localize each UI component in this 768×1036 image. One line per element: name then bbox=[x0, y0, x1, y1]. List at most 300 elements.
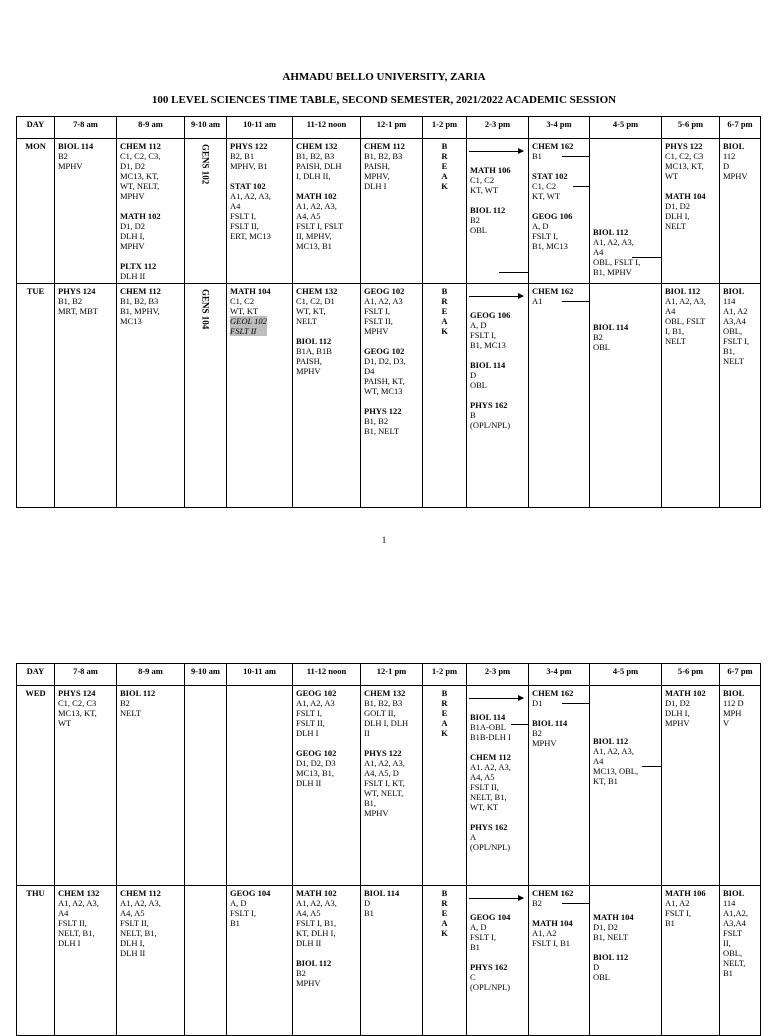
slot-10-11 bbox=[227, 284, 293, 508]
course-detail: B1, B2, B3 bbox=[296, 151, 335, 161]
course-detail: FSLT I, bbox=[230, 211, 256, 221]
course-detail: B2 bbox=[532, 898, 542, 908]
course-detail: B1, B2, B3 bbox=[120, 296, 159, 306]
col-header: 6-7 pm bbox=[720, 664, 761, 686]
course-detail: FSLT II, bbox=[230, 221, 259, 231]
course-block bbox=[230, 141, 289, 171]
course-detail: MPHV bbox=[364, 808, 389, 818]
course-block bbox=[665, 141, 716, 181]
cell-content bbox=[593, 688, 658, 786]
course-detail: GOLT II, bbox=[364, 708, 396, 718]
course-block bbox=[120, 261, 181, 281]
slot-4-5 bbox=[590, 284, 662, 508]
cell-content bbox=[120, 286, 181, 326]
cell-content bbox=[470, 141, 525, 235]
arrow-icon bbox=[499, 272, 529, 273]
course-block bbox=[532, 718, 586, 748]
cell-content bbox=[364, 286, 419, 436]
course-detail: A3,A4 bbox=[723, 918, 746, 928]
cell-content bbox=[296, 141, 357, 251]
course-block bbox=[470, 400, 525, 430]
course-code: BIOL 112 bbox=[296, 958, 332, 968]
course-detail: NELT bbox=[665, 336, 686, 346]
course-detail: WT, KT bbox=[470, 802, 499, 812]
course-code: GEOG 102 bbox=[296, 748, 337, 758]
course-detail: FSLT I, B1, bbox=[296, 918, 337, 928]
course-code: MATH 104 bbox=[665, 191, 706, 201]
course-block bbox=[665, 688, 716, 728]
break-letter: K bbox=[441, 728, 448, 738]
course-block bbox=[470, 962, 525, 992]
slot-6-7 bbox=[720, 686, 761, 886]
course-code: BIOL bbox=[723, 888, 745, 898]
course-detail: MPHV bbox=[723, 171, 748, 181]
course-block bbox=[296, 141, 357, 181]
slot-6-7 bbox=[720, 284, 761, 508]
course-detail: II, MPHV, bbox=[296, 231, 332, 241]
course-detail: DLH I bbox=[58, 938, 81, 948]
cell-content bbox=[296, 888, 357, 988]
break-letter: E bbox=[441, 161, 448, 171]
course-detail: B1, NELT bbox=[364, 426, 400, 436]
col-header: 11-12 noon bbox=[293, 117, 361, 139]
course-block bbox=[296, 958, 357, 988]
course-detail: WT bbox=[665, 171, 679, 181]
col-header: DAY bbox=[17, 664, 55, 686]
break-letter: A bbox=[441, 718, 448, 728]
course-code: BIOL 114 bbox=[364, 888, 400, 898]
course-block bbox=[532, 141, 586, 161]
course-detail: WT, KT bbox=[230, 306, 259, 316]
course-code: PLTX 112 bbox=[120, 261, 157, 271]
course-detail: FSLT I, bbox=[723, 336, 749, 346]
course-detail: A, D bbox=[230, 898, 247, 908]
break-letter: R bbox=[441, 898, 448, 908]
course-detail: A1 bbox=[532, 296, 543, 306]
course-detail: MC13, B1 bbox=[296, 241, 332, 251]
course-code: CHEM 132 bbox=[296, 141, 338, 151]
course-detail: FSLT I, B1 bbox=[532, 938, 571, 948]
course-block bbox=[120, 286, 181, 326]
course-code: GEOG 102 bbox=[364, 286, 405, 296]
course-detail: DLH I, DLH bbox=[364, 718, 409, 728]
course-detail: A4 bbox=[665, 306, 676, 316]
course-block bbox=[532, 888, 586, 908]
arrow-icon bbox=[642, 766, 662, 767]
break-letter: E bbox=[441, 306, 448, 316]
col-header: 7-8 am bbox=[55, 117, 117, 139]
col-header: 11-12 noon bbox=[293, 664, 361, 686]
course-detail: A1,A2, bbox=[723, 908, 749, 918]
course-detail: FSLT I, KT, bbox=[364, 778, 405, 788]
break-column bbox=[423, 139, 467, 284]
cell-content bbox=[120, 141, 181, 281]
course-detail: OBL bbox=[470, 225, 487, 235]
slot-8-9 bbox=[117, 886, 185, 1036]
course-detail: B2 bbox=[296, 968, 306, 978]
course-detail: KT, B1 bbox=[593, 776, 618, 786]
course-code: CHEM 112 bbox=[120, 888, 161, 898]
course-detail: C1, C2 bbox=[230, 296, 255, 306]
arrow-icon bbox=[632, 257, 662, 258]
course-detail: A4, A5 bbox=[120, 908, 145, 918]
course-detail: C1, C2, C3, bbox=[120, 151, 161, 161]
course-detail: B1, B2, B3 bbox=[364, 698, 403, 708]
slot-4-5 bbox=[590, 139, 662, 284]
course-detail: DLH I bbox=[364, 181, 387, 191]
col-header: 6-7 pm bbox=[720, 117, 761, 139]
course-block bbox=[723, 141, 757, 181]
course-detail: A1. A2, A3, bbox=[470, 762, 511, 772]
slot-5-6 bbox=[662, 139, 720, 284]
course-detail: D1, D2 bbox=[593, 922, 619, 932]
course-detail: D bbox=[723, 161, 730, 171]
course-detail: DLH II bbox=[296, 778, 322, 788]
course-detail: A1, A2, A3, bbox=[230, 191, 271, 201]
break-letter: K bbox=[441, 181, 448, 191]
course-detail: 112 D bbox=[723, 698, 744, 708]
course-detail: MPHV, B1 bbox=[230, 161, 268, 171]
course-block bbox=[470, 165, 525, 195]
course-block bbox=[532, 688, 586, 708]
course-detail: OBL bbox=[470, 380, 487, 390]
break-letter: R bbox=[441, 151, 448, 161]
course-block bbox=[593, 736, 658, 786]
course-detail: D bbox=[364, 898, 371, 908]
course-block bbox=[120, 211, 181, 251]
cell-content bbox=[665, 286, 716, 346]
course-detail: DLH II bbox=[120, 948, 146, 958]
course-block bbox=[364, 141, 419, 191]
cell-content bbox=[230, 286, 289, 316]
course-detail: A1, A2, A3, bbox=[593, 237, 634, 247]
course-detail: MPHV bbox=[665, 718, 690, 728]
slot-10-11 bbox=[227, 686, 293, 886]
day-label: THU bbox=[17, 886, 55, 1036]
col-header: 4-5 pm bbox=[590, 664, 662, 686]
slot-12-1 bbox=[361, 139, 423, 284]
col-header: DAY bbox=[17, 117, 55, 139]
course-block bbox=[120, 141, 181, 201]
slot-7-8 bbox=[55, 886, 117, 1036]
course-block bbox=[470, 822, 525, 852]
course-detail: C1, C2 bbox=[470, 175, 495, 185]
course-block bbox=[364, 688, 419, 738]
break-column bbox=[423, 284, 467, 508]
col-header: 7-8 am bbox=[55, 664, 117, 686]
course-detail: DLH I, bbox=[665, 708, 690, 718]
slot-10-11 bbox=[227, 139, 293, 284]
cell-content bbox=[723, 286, 757, 366]
course-detail: OBL bbox=[593, 342, 610, 352]
course-detail: FSLT I, bbox=[470, 330, 496, 340]
cell-content bbox=[470, 888, 525, 992]
course-detail: FSLT II, bbox=[470, 782, 499, 792]
course-block bbox=[120, 688, 181, 718]
course-detail: DLH I bbox=[296, 728, 319, 738]
cell-content bbox=[665, 888, 716, 928]
course-detail: A1, A2, A3, bbox=[593, 746, 634, 756]
break-letter: R bbox=[441, 698, 448, 708]
slot-3-4 bbox=[529, 139, 590, 284]
slot-4-5 bbox=[590, 686, 662, 886]
cell-content bbox=[364, 888, 419, 918]
cell-content bbox=[58, 286, 113, 316]
course-detail: A4 bbox=[593, 756, 604, 766]
course-code: PHYS 162 bbox=[470, 962, 508, 972]
course-code: STAT 102 bbox=[230, 181, 266, 191]
course-code: BIOL 114 bbox=[58, 141, 94, 151]
break-column bbox=[423, 686, 467, 886]
course-detail: NELT bbox=[723, 356, 744, 366]
course-code: CHEM 162 bbox=[532, 888, 574, 898]
slot-9-10 bbox=[185, 139, 227, 284]
course-detail: D1, D2, D3 bbox=[296, 758, 336, 768]
slot-9-10 bbox=[185, 886, 227, 1036]
course-block bbox=[470, 360, 525, 390]
course-code: MATH 104 bbox=[532, 918, 573, 928]
slot-5-6 bbox=[662, 686, 720, 886]
course-detail: A1, A2, A3, bbox=[296, 898, 337, 908]
course-detail: B1A-OBL bbox=[470, 722, 506, 732]
course-detail: MC13, KT, bbox=[58, 708, 97, 718]
cell-content bbox=[532, 141, 586, 251]
course-block bbox=[532, 286, 586, 306]
course-detail: C1, C2, D1 bbox=[296, 296, 335, 306]
arrow-icon bbox=[562, 703, 590, 704]
course-detail: FSLT II, bbox=[58, 918, 87, 928]
break-letter: B bbox=[441, 888, 448, 898]
course-code: GEOL 102 bbox=[230, 316, 267, 326]
course-block bbox=[665, 888, 716, 928]
course-detail: MC13, B1, bbox=[296, 768, 335, 778]
cell-content bbox=[532, 888, 586, 948]
course-detail: MC13, KT, bbox=[665, 161, 704, 171]
slot-6-7 bbox=[720, 139, 761, 284]
course-code: PHYS 162 bbox=[470, 400, 508, 410]
cell-content bbox=[58, 688, 113, 728]
course-detail: FSLT I, bbox=[665, 908, 691, 918]
course-detail: WT, MC13 bbox=[364, 386, 403, 396]
course-detail: A4 bbox=[230, 201, 241, 211]
course-detail: MPHV bbox=[58, 161, 83, 171]
course-detail: C bbox=[470, 972, 476, 982]
course-detail: B2 bbox=[593, 332, 603, 342]
slot-3-4 bbox=[529, 686, 590, 886]
slot-11-12 bbox=[293, 139, 361, 284]
course-detail: FSLT I, bbox=[230, 908, 256, 918]
cell-content bbox=[470, 286, 525, 430]
course-detail: A, D bbox=[470, 922, 487, 932]
course-code: MATH 102 bbox=[120, 211, 161, 221]
course-detail: D4 bbox=[364, 366, 375, 376]
course-detail: NELT, bbox=[723, 958, 746, 968]
course-block bbox=[296, 688, 357, 738]
course-detail: B1 bbox=[723, 968, 733, 978]
slot-2-3 bbox=[467, 139, 529, 284]
course-block bbox=[364, 748, 419, 818]
day-label: WED bbox=[17, 686, 55, 886]
course-detail: II bbox=[364, 728, 370, 738]
cell-content bbox=[470, 688, 525, 852]
course-code: BIOL 112 bbox=[665, 286, 701, 296]
course-detail: (OPL/NPL) bbox=[470, 842, 511, 852]
course-detail: A, D bbox=[470, 320, 487, 330]
slot-8-9 bbox=[117, 686, 185, 886]
arrow-icon bbox=[469, 151, 523, 152]
course-detail: D1 bbox=[532, 698, 543, 708]
course-detail: PAISH, bbox=[364, 161, 390, 171]
course-block bbox=[58, 286, 113, 316]
course-detail: KT, WT bbox=[470, 185, 499, 195]
course-block bbox=[723, 688, 757, 728]
course-detail: PAISH, DLH bbox=[296, 161, 342, 171]
course-block bbox=[296, 748, 357, 788]
course-detail: MC13, KT, bbox=[120, 171, 159, 181]
slot-5-6 bbox=[662, 886, 720, 1036]
cell-content bbox=[230, 888, 289, 928]
course-detail: DLH II bbox=[120, 271, 146, 281]
course-detail: MPHV bbox=[120, 191, 145, 201]
arrow-icon bbox=[562, 301, 590, 302]
course-detail: C1, C2, C3 bbox=[665, 151, 704, 161]
break-letter: B bbox=[441, 688, 448, 698]
day-label: MON bbox=[17, 139, 55, 284]
break-letter: K bbox=[441, 326, 448, 336]
course-code: BIOL 112 bbox=[470, 205, 506, 215]
course-detail: A4, A5, D bbox=[364, 768, 399, 778]
slot-2-3 bbox=[467, 686, 529, 886]
col-header: 1-2 pm bbox=[423, 117, 467, 139]
course-code: PHYS 124 bbox=[58, 286, 96, 296]
course-detail: MPHV, bbox=[364, 171, 390, 181]
course-detail: FSLT I, bbox=[532, 231, 558, 241]
break-letter: R bbox=[441, 296, 448, 306]
slot-5-6 bbox=[662, 284, 720, 508]
course-detail: MPH bbox=[723, 708, 742, 718]
course-code: BIOL 112 bbox=[593, 736, 629, 746]
col-header: 2-3 pm bbox=[467, 117, 529, 139]
course-code: MATH 102 bbox=[665, 688, 706, 698]
course-code: PHYS 122 bbox=[364, 406, 402, 416]
break-letter: B bbox=[441, 286, 448, 296]
arrow-icon bbox=[469, 296, 523, 297]
slot-9-10 bbox=[185, 686, 227, 886]
course-block bbox=[120, 888, 181, 958]
cell-content bbox=[723, 688, 757, 728]
course-detail: NELT, B1, bbox=[120, 928, 157, 938]
course-detail: DLH I, bbox=[120, 231, 145, 241]
slot-2-3 bbox=[467, 886, 529, 1036]
gens-vertical-label: GENS 102 bbox=[200, 144, 211, 185]
course-code: BIOL bbox=[723, 286, 745, 296]
course-detail: A4, A5 bbox=[296, 211, 321, 221]
col-header: 10-11 am bbox=[227, 117, 293, 139]
course-code: PHYS 122 bbox=[665, 141, 703, 151]
arrow-icon bbox=[511, 724, 529, 725]
course-detail: A1, A2 bbox=[665, 898, 690, 908]
course-detail: NELT bbox=[120, 708, 141, 718]
slot-11-12 bbox=[293, 886, 361, 1036]
course-block bbox=[296, 336, 357, 376]
timetable-page-1 bbox=[16, 116, 761, 508]
slot-12-1 bbox=[361, 284, 423, 508]
course-block bbox=[593, 322, 658, 352]
course-detail: B1, MC13 bbox=[470, 340, 506, 350]
course-detail: NELT bbox=[296, 316, 317, 326]
course-block bbox=[532, 918, 586, 948]
arrow-icon bbox=[573, 186, 590, 187]
course-block bbox=[58, 141, 113, 171]
course-code: CHEM 112 bbox=[470, 752, 511, 762]
course-detail: A, D bbox=[532, 221, 549, 231]
slot-12-1 bbox=[361, 686, 423, 886]
course-detail: NELT, B1, bbox=[58, 928, 95, 938]
course-detail: DLH I, bbox=[665, 211, 690, 221]
university-title: AHMADU BELLO UNIVERSITY, ZARIA bbox=[282, 71, 486, 83]
break-column bbox=[423, 886, 467, 1036]
course-detail: A1, A2, A3, bbox=[665, 296, 706, 306]
slot-8-9 bbox=[117, 139, 185, 284]
course-block bbox=[593, 912, 658, 942]
course-detail: D1, D2 bbox=[120, 161, 146, 171]
slot-2-3 bbox=[467, 284, 529, 508]
cell-content bbox=[532, 688, 586, 748]
course-detail: MPHV bbox=[296, 366, 321, 376]
course-block bbox=[364, 346, 419, 396]
timetable-subtitle: 100 LEVEL SCIENCES TIME TABLE, SECOND SEMESTER, 2021/2022 ACADEMIC SESSION bbox=[151, 94, 617, 106]
course-code: PHYS 124 bbox=[58, 688, 96, 698]
course-code: MATH 106 bbox=[470, 165, 511, 175]
cell-content bbox=[296, 286, 357, 376]
col-header: 8-9 am bbox=[117, 117, 185, 139]
course-code: MATH 106 bbox=[665, 888, 706, 898]
course-detail: D1, D2 bbox=[120, 221, 146, 231]
course-code: BIOL 112 bbox=[120, 688, 156, 698]
course-detail: D1, D2, D3, bbox=[364, 356, 406, 366]
course-block bbox=[364, 406, 419, 436]
course-block bbox=[364, 888, 419, 918]
course-detail: DLH I, bbox=[120, 938, 145, 948]
course-detail: A3,A4 bbox=[723, 316, 746, 326]
course-detail: OBL, bbox=[723, 326, 743, 336]
course-detail: FSLT I, bbox=[470, 932, 496, 942]
course-detail: A1, A2, A3 bbox=[364, 296, 403, 306]
cell-content bbox=[120, 888, 181, 958]
course-code: GEOG 106 bbox=[532, 211, 573, 221]
course-code: CHEM 132 bbox=[296, 286, 338, 296]
gens-vertical-label: GENS 104 bbox=[200, 289, 211, 330]
course-detail: B1, MPHV, bbox=[120, 306, 160, 316]
course-detail: (OPL/NPL) bbox=[470, 982, 511, 992]
cell-content bbox=[665, 688, 716, 728]
course-detail: MRT, MBT bbox=[58, 306, 98, 316]
course-code: BIOL 112 bbox=[296, 336, 332, 346]
col-header: 12-1 pm bbox=[361, 117, 423, 139]
course-code: CHEM 132 bbox=[364, 688, 406, 698]
cell-content bbox=[723, 141, 757, 181]
course-code: GEOG 104 bbox=[470, 912, 511, 922]
col-header: 2-3 pm bbox=[467, 664, 529, 686]
course-code: BIOL 112 bbox=[593, 227, 629, 237]
course-code: BIOL bbox=[723, 688, 745, 698]
course-block bbox=[58, 888, 113, 948]
course-detail: FSLT II, bbox=[120, 918, 149, 928]
course-detail: B1 bbox=[532, 151, 542, 161]
col-header: 8-9 am bbox=[117, 664, 185, 686]
course-block bbox=[296, 286, 357, 326]
course-block bbox=[723, 286, 757, 366]
